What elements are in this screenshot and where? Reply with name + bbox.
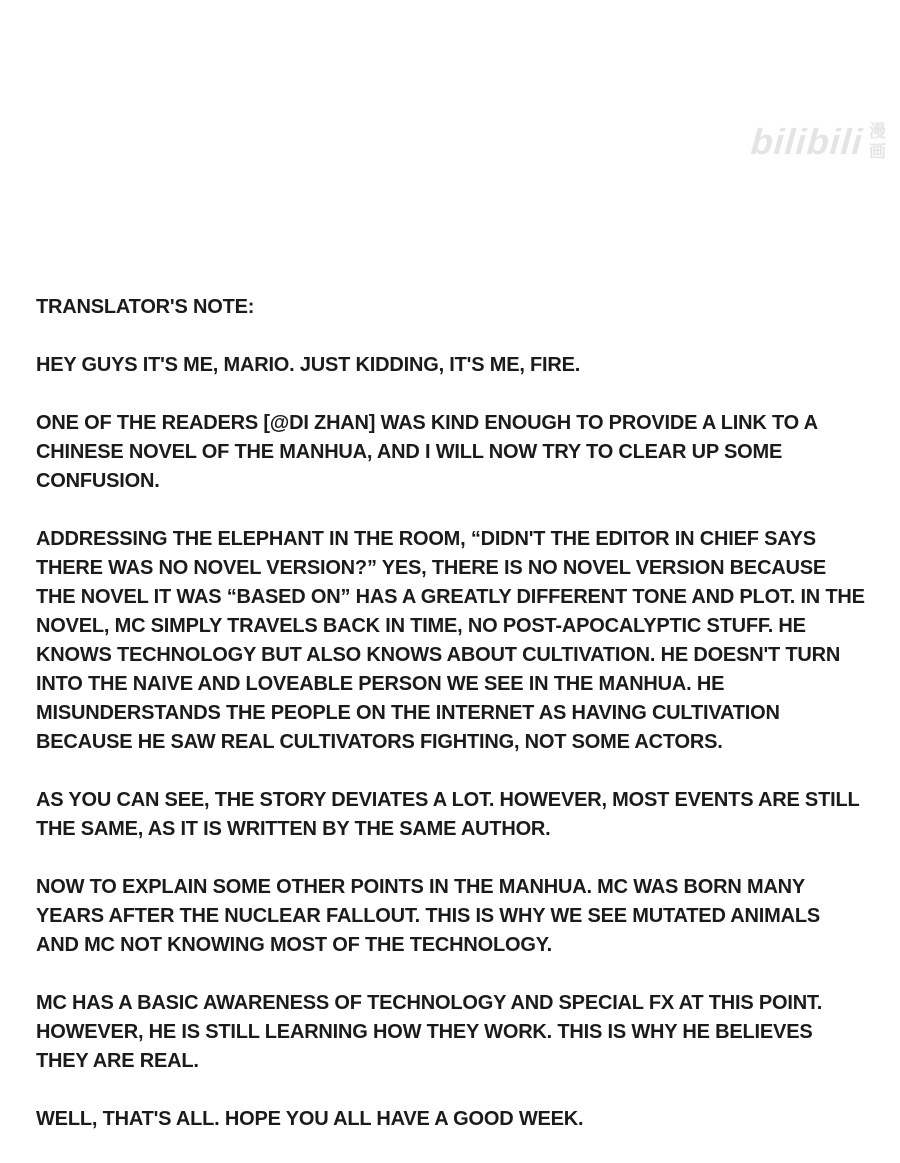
bilibili-wordmark: bilibili bbox=[749, 120, 865, 162]
note-title: TRANSLATOR'S NOTE: bbox=[36, 296, 255, 318]
manga-cjk-bottom: 画 bbox=[869, 141, 886, 161]
note-paragraph: MC HAS A BASIC AWARENESS OF TECHNOLOGY AND SPECIAL FX AT THIS POINT. HOWEVER, HE IS STILL LEARNING HOW THEY WORK. THIS IS WHY HE BELIEVES THEY ARE REAL. bbox=[36, 992, 823, 1072]
note-paragraph: WELL, THAT'S ALL. HOPE YOU ALL HAVE A GOOD WEEK. bbox=[36, 1108, 584, 1130]
note-paragraph: ONE OF THE READERS [@DI ZHAN] WAS KIND ENOUGH TO PROVIDE A LINK TO A CHINESE NOVEL OF THE MANHUA, AND I WILL NOW TRY TO CLEAR UP SOME CONFUSION. bbox=[36, 412, 818, 492]
note-paragraph: HEY GUYS IT'S ME, MARIO. JUST KIDDING, IT'S ME, FIRE. bbox=[36, 354, 581, 376]
note-paragraph: NOW TO EXPLAIN SOME OTHER POINTS IN THE MANHUA. MC WAS BORN MANY YEARS AFTER THE NUCLEAR FALLOUT. THIS IS WHY WE SEE MUTATED ANIMALS AND MC NOT KNOWING MOST OF THE TECHNOLOGY. bbox=[36, 876, 821, 956]
note-body bbox=[36, 351, 866, 1134]
translator-note bbox=[36, 293, 866, 1163]
bilibili-manga-logo bbox=[751, 122, 886, 161]
manga-cjk-top: 漫 bbox=[869, 122, 886, 141]
note-paragraph: AS YOU CAN SEE, THE STORY DEVIATES A LOT. HOWEVER, MOST EVENTS ARE STILL THE SAME, AS IT IS WRITTEN BY THE SAME AUTHOR. bbox=[36, 789, 860, 840]
note-paragraph: ADDRESSING THE ELEPHANT IN THE ROOM, “DIDN'T THE EDITOR IN CHIEF SAYS THERE WAS NO NOVEL VERSION?” YES, THERE IS NO NOVEL VERSION BECAUSE THE NOVEL IT WAS “BASED ON” HAS A GREATLY DIFFERENT TONE AND PLOT. IN THE NOVEL, MC SIMPLY TRAVELS BACK IN TIME, NO POST-APOCALYPTIC STUFF. HE KNOWS TECHNOLOGY BUT ALSO KNOWS ABOUT CULTIVATION. HE DOESN'T TURN INTO THE NAIVE AND LOVEABLE PERSON WE SEE IN THE MANHUA. HE MISUNDERSTANDS THE PEOPLE ON THE INTERNET AS HAVING CULTIVATION BECAUSE HE SAW REAL CULTIVATORS FIGHTING, NOT SOME ACTORS. bbox=[36, 528, 865, 753]
manga-cjk-label bbox=[869, 122, 886, 161]
